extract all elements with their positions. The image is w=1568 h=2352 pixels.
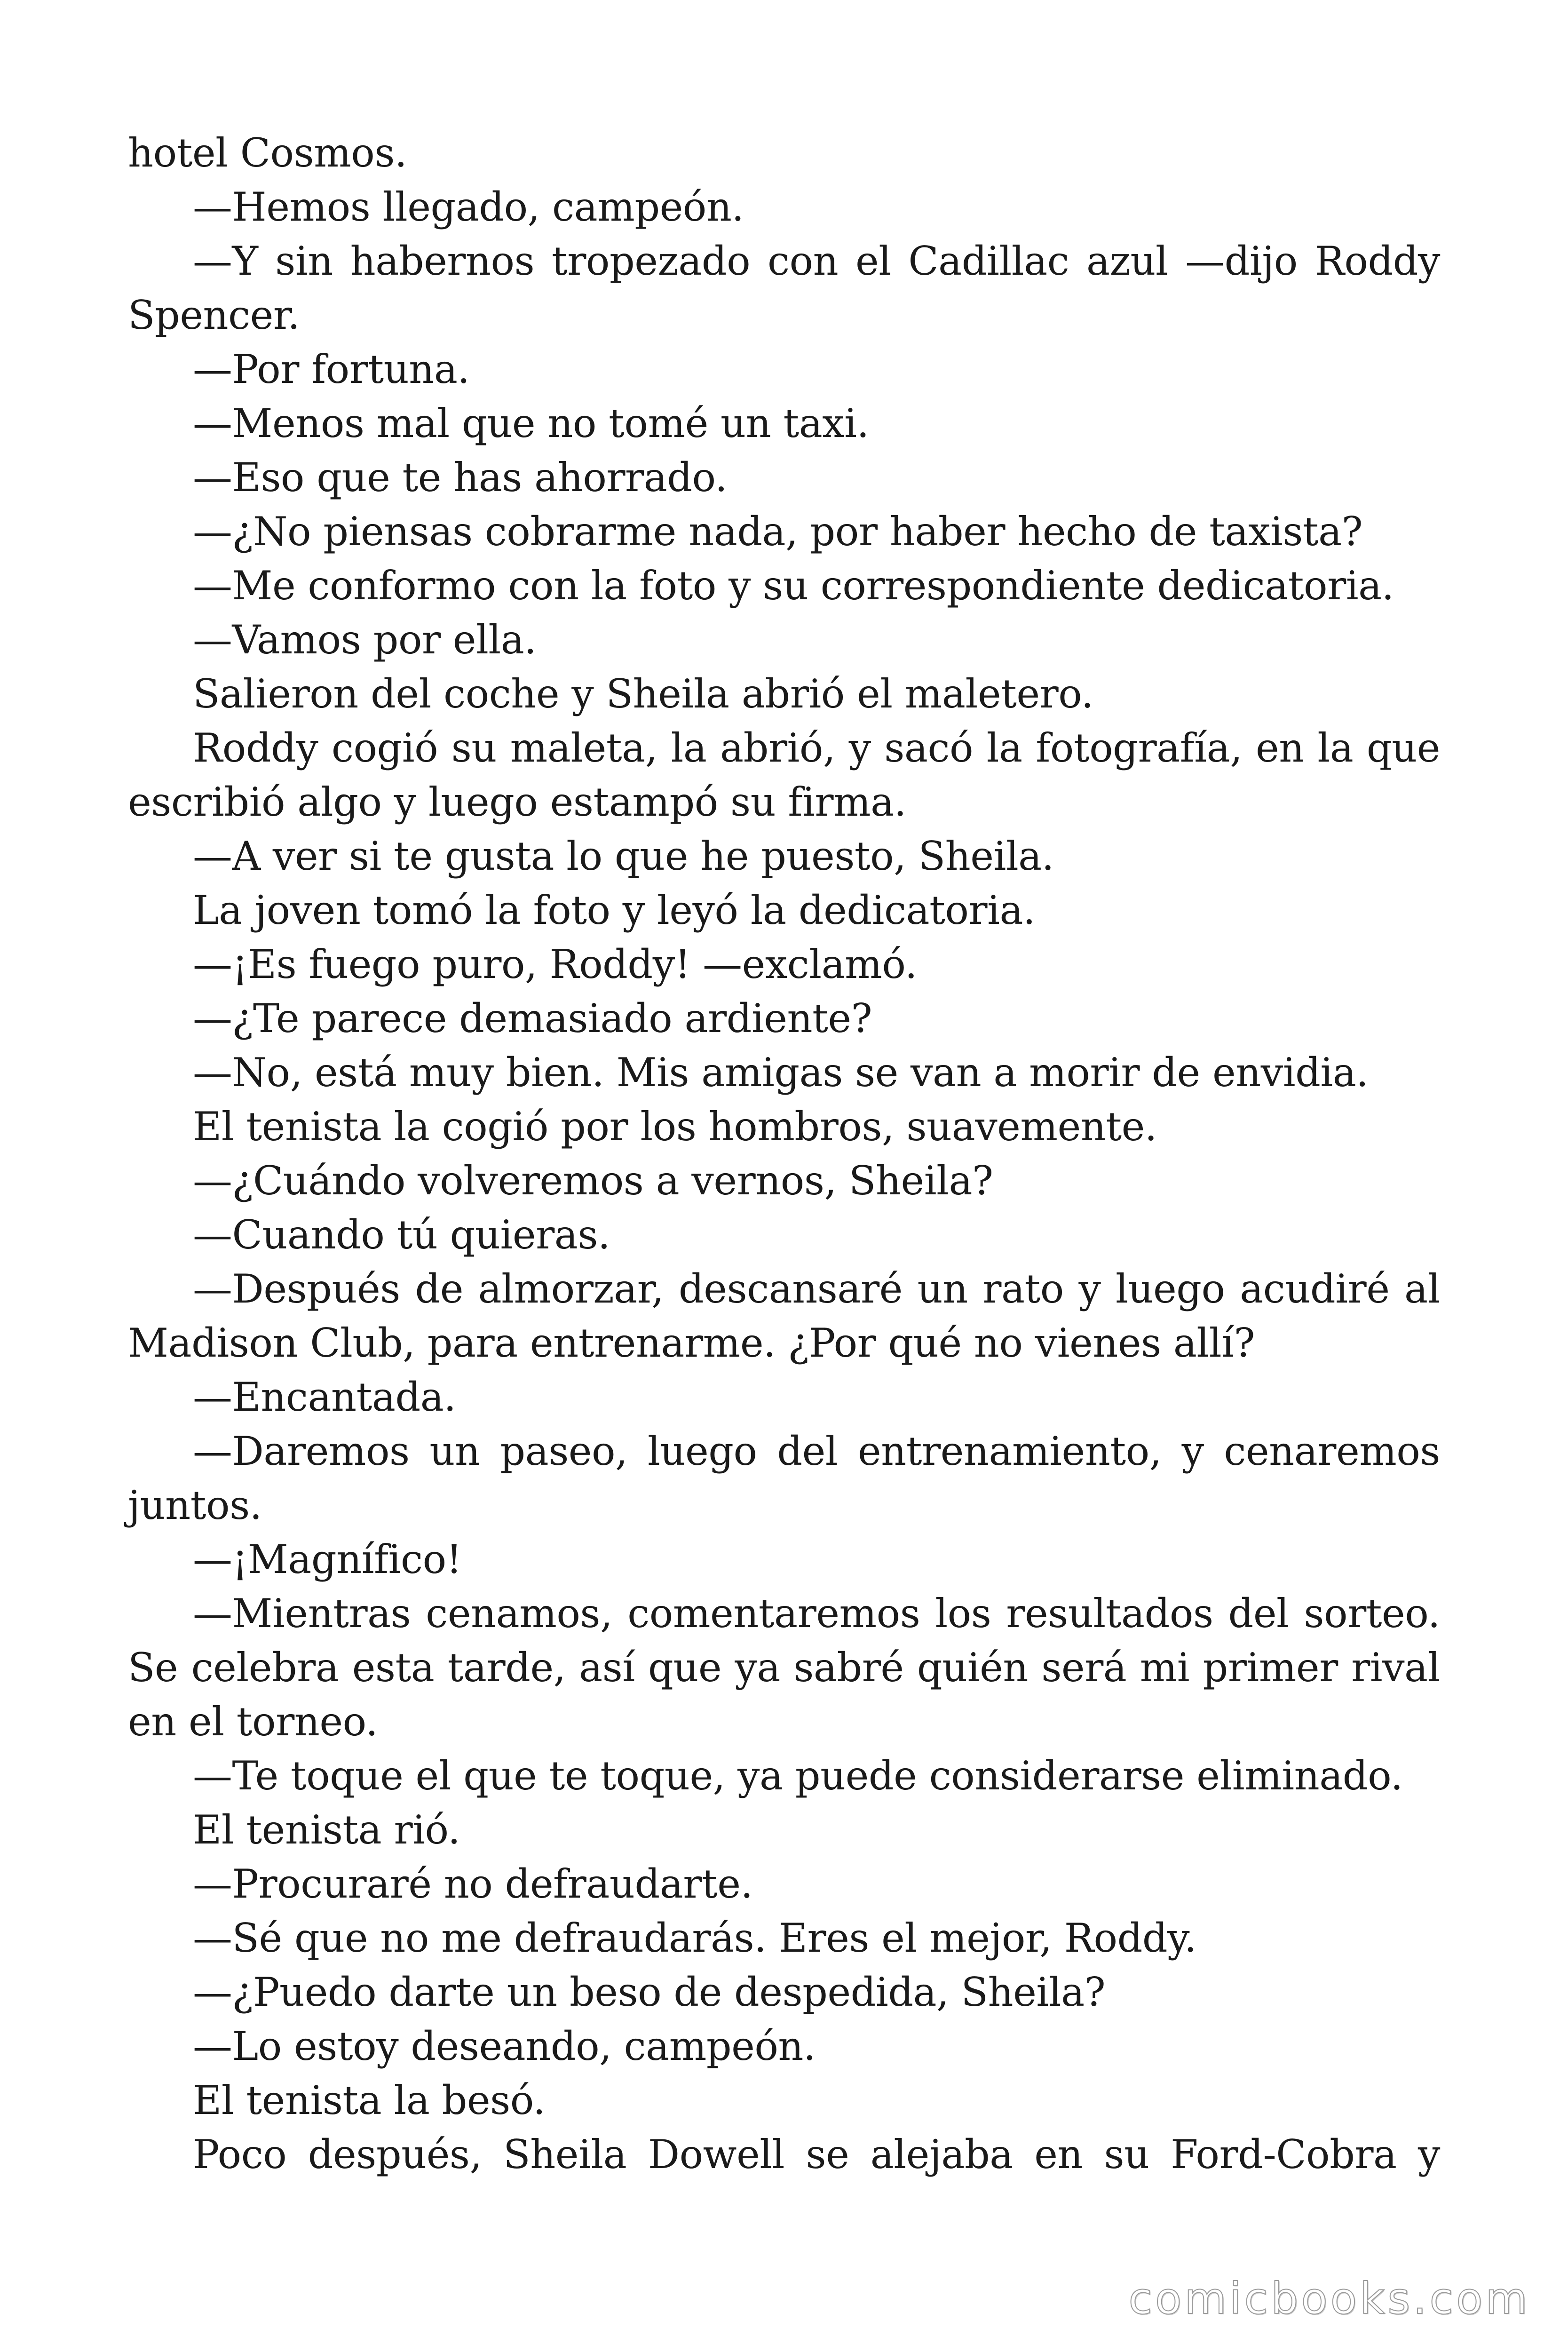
paragraph: —¡Magnífico! [193, 1536, 462, 1582]
paragraph: El tenista rió. [193, 1807, 460, 1853]
paragraph: —¿No piensas cobrarme nada, por haber hecho de taxista? [193, 509, 1363, 555]
paragraph: El tenista la cogió por los hombros, suavemente. [193, 1104, 1157, 1150]
paragraph: —¿Puedo darte un beso de despedida, Sheila? [193, 1969, 1106, 2015]
paragraph: —Hemos llegado, campeón. [193, 184, 744, 230]
paragraph: —¿Te parece demasiado ardiente? [193, 995, 872, 1041]
book-page [128, 126, 1440, 2182]
paragraph: —¡Es fuego puro, Roddy! —exclamó. [193, 941, 918, 987]
paragraph: —A ver si te gusta lo que he puesto, Sheila. [193, 833, 1054, 879]
paragraph: —Menos mal que no tomé un taxi. [193, 400, 869, 446]
paragraph: —Y sin habernos tropezado con el Cadillac azul —dijo Roddy Spencer. [128, 238, 1440, 338]
paragraph: —Después de almorzar, descansaré un rato y luego acudiré al Madison Club, para entrenarme. ¿Por qué no vienes allí? [128, 1266, 1440, 1366]
paragraph: —Cuando tú quieras. [193, 1212, 610, 1258]
paragraph: —Daremos un paseo, luego del entrenamiento, y cenaremos juntos. [128, 1428, 1440, 1528]
paragraph: —Eso que te has ahorrado. [193, 454, 728, 501]
paragraph: —Vamos por ella. [193, 617, 537, 663]
paragraph: —No, está muy bien. Mis amigas se van a morir de envidia. [193, 1049, 1369, 1096]
paragraph: Roddy cogió su maleta, la abrió, y sacó la fotografía, en la que escribió algo y luego estampó su firma. [128, 725, 1440, 825]
paragraph: La joven tomó la foto y leyó la dedicatoria. [193, 887, 1036, 933]
paragraph: El tenista la besó. [193, 2077, 546, 2123]
paragraph: —Por fortuna. [193, 346, 470, 392]
paragraph: —Mientras cenamos, comentaremos los resultados del sorteo. Se celebra esta tarde, así que ya sabré quién será mi primer rival en el torneo. [128, 1590, 1440, 1745]
paragraph: Salieron del coche y Sheila abrió el maletero. [193, 671, 1093, 717]
paragraph: —Me conformo con la foto y su correspondiente dedicatoria. [193, 563, 1394, 609]
paragraph: —Te toque el que te toque, ya puede considerarse eliminado. [193, 1753, 1403, 1799]
paragraph: hotel Cosmos. [128, 130, 407, 176]
paragraph: —¿Cuándo volveremos a vernos, Sheila? [193, 1158, 993, 1204]
watermark-logo: comicbooks.com [1128, 2273, 1530, 2324]
paragraph: Poco después, Sheila Dowell se alejaba en su Ford-Cobra y [193, 2131, 1440, 2177]
paragraph: —Sé que no me defraudarás. Eres el mejor, Roddy. [193, 1915, 1197, 1961]
paragraph: —Procuraré no defraudarte. [193, 1861, 753, 1907]
paragraph: —Lo estoy deseando, campeón. [193, 2023, 816, 2069]
paragraph: —Encantada. [193, 1374, 456, 1420]
